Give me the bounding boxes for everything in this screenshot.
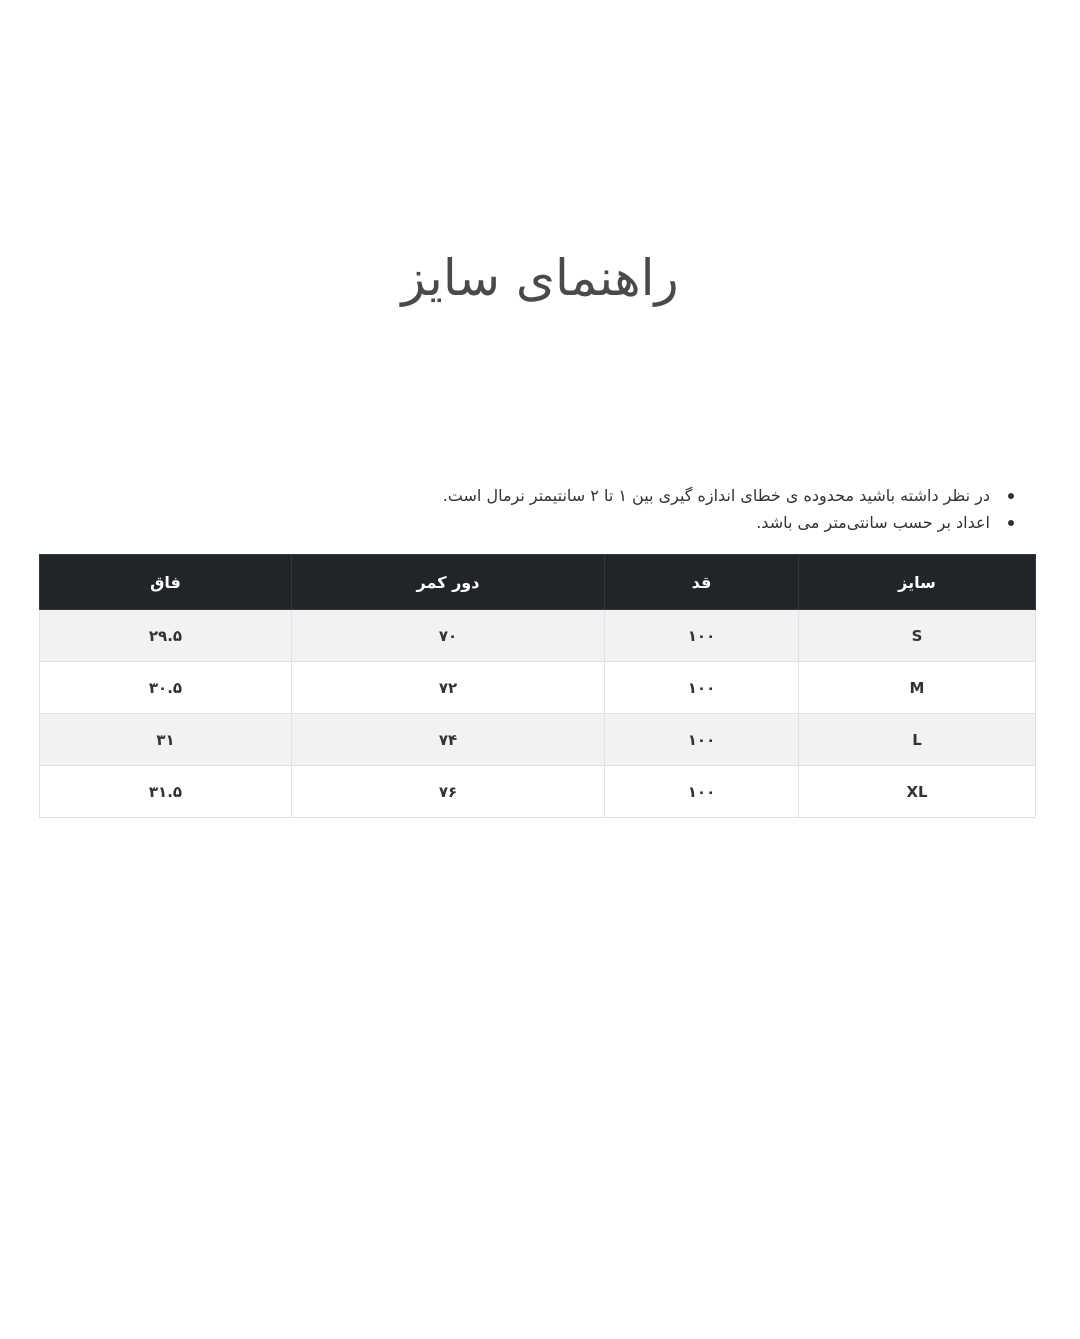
notes-list xyxy=(72,482,1012,536)
cell-size: S xyxy=(799,610,1036,662)
cell-waist: ۷۰ xyxy=(292,610,605,662)
table-row xyxy=(40,662,1036,714)
size-table xyxy=(39,554,1036,818)
cell-size: XL xyxy=(799,766,1036,818)
table-header-row xyxy=(40,555,1036,610)
header-rise: فاق xyxy=(40,555,292,610)
table-row xyxy=(40,766,1036,818)
header-waist: دور کمر xyxy=(292,555,605,610)
header-height: قد xyxy=(605,555,799,610)
header-size: سایز xyxy=(799,555,1036,610)
bullet-icon xyxy=(1008,493,1014,499)
cell-waist: ۷۶ xyxy=(292,766,605,818)
note-item xyxy=(72,482,1012,509)
note-item xyxy=(72,509,1012,536)
cell-waist: ۷۴ xyxy=(292,714,605,766)
bullet-icon xyxy=(1008,520,1014,526)
cell-rise: ۳۱.۵ xyxy=(40,766,292,818)
cell-height: ۱۰۰ xyxy=(605,714,799,766)
note-text: در نظر داشته باشید محدوده ی خطای اندازه گیری بین ۱ تا ۲ سانتیمتر نرمال است. xyxy=(442,486,990,505)
cell-size: L xyxy=(799,714,1036,766)
cell-height: ۱۰۰ xyxy=(605,766,799,818)
table-row xyxy=(40,714,1036,766)
cell-rise: ۲۹.۵ xyxy=(40,610,292,662)
cell-height: ۱۰۰ xyxy=(605,610,799,662)
cell-height: ۱۰۰ xyxy=(605,662,799,714)
table-row xyxy=(40,610,1036,662)
page-title: راهنمای سایز xyxy=(401,249,679,307)
cell-size: M xyxy=(799,662,1036,714)
note-text: اعداد بر حسب سانتی‌متر می باشد. xyxy=(756,513,990,532)
cell-waist: ۷۲ xyxy=(292,662,605,714)
cell-rise: ۳۰.۵ xyxy=(40,662,292,714)
cell-rise: ۳۱ xyxy=(40,714,292,766)
